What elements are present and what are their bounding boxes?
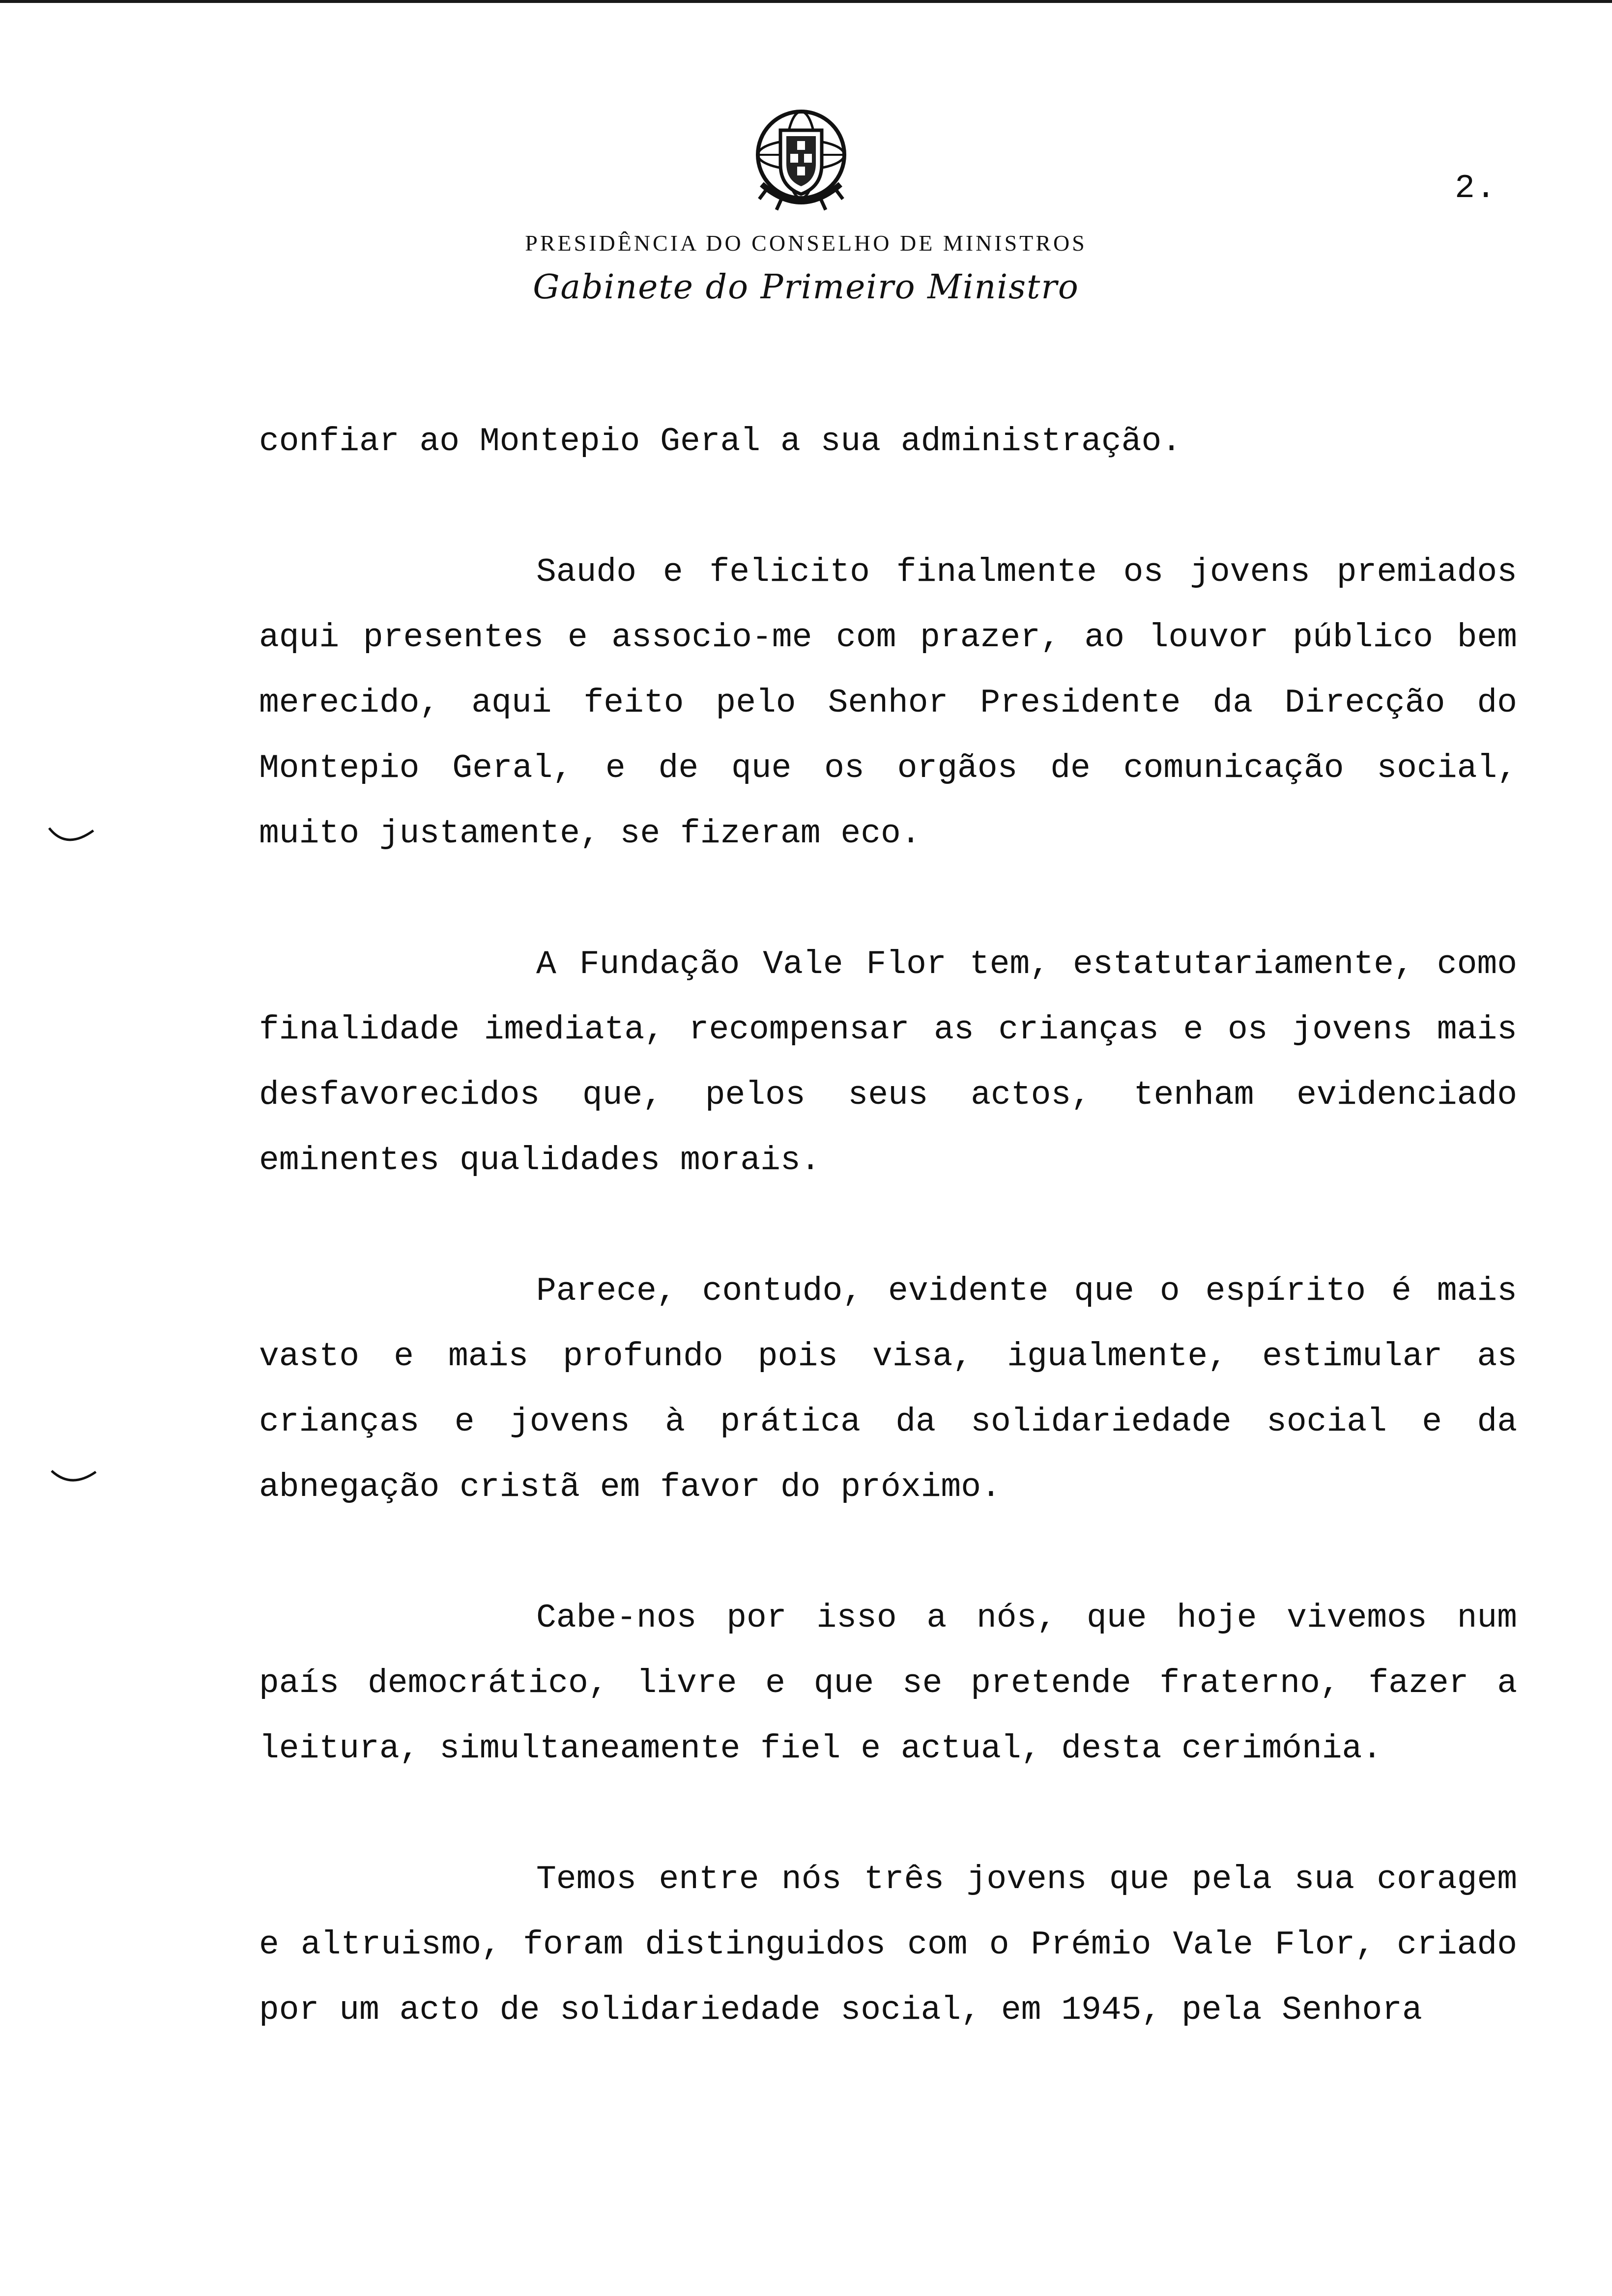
institution-heading: PRESIDÊNCIA DO CONSELHO DE MINISTROS [525, 230, 1087, 256]
margin-check-mark [49, 1467, 98, 1492]
coat-of-arms-emblem [742, 101, 860, 219]
paragraph: Saudo e felicito finalmente os jovens premiados aqui presentes e associo-me com prazer, ao louvor público bem merecido, aqui feito pelo Senhor Presidente da Direcção do Montepio Geral, e de que os orgãos de comunicação social, muito justamente, se fizeram eco. [259, 553, 1517, 853]
paragraph: A Fundação Vale Flor tem, estatutariamente, como finalidade imediata, recompensar as crianças e os jovens mais desfavorecidos que, pelos seus actos, tenham evidenciado eminentes qualidades morais. [259, 946, 1517, 1179]
cabinet-subheading: Gabinete do Primeiro Ministro [533, 268, 1079, 307]
paragraph: Parece, contudo, evidente que o espírito é mais vasto e mais profundo pois visa, igualmente, estimular as crianças e jovens à prática da solidariedade social e da abnegação cristã em favor do próximo. [259, 1272, 1517, 1506]
paragraph: Cabe-nos por isso a nós, que hoje vivemos num país democrático, livre e que se pretende fraterno, fazer a leitura, simultaneamente fiel e actual, desta cerimónia. [259, 1599, 1517, 1768]
top-border-line [0, 0, 1612, 3]
margin-check-mark [47, 823, 96, 848]
paragraph: Temos entre nós três jovens que pela sua coragem e altruismo, foram distinguidos com o Prémio Vale Flor, criado por um acto de solidariedade social, em 1945, pela Senhora [259, 1861, 1517, 2029]
paragraph-continuation: confiar ao Montepio Geral a sua administração. [259, 423, 1182, 460]
letter-body [259, 409, 1517, 2108]
page-number: 2. [1455, 170, 1497, 207]
